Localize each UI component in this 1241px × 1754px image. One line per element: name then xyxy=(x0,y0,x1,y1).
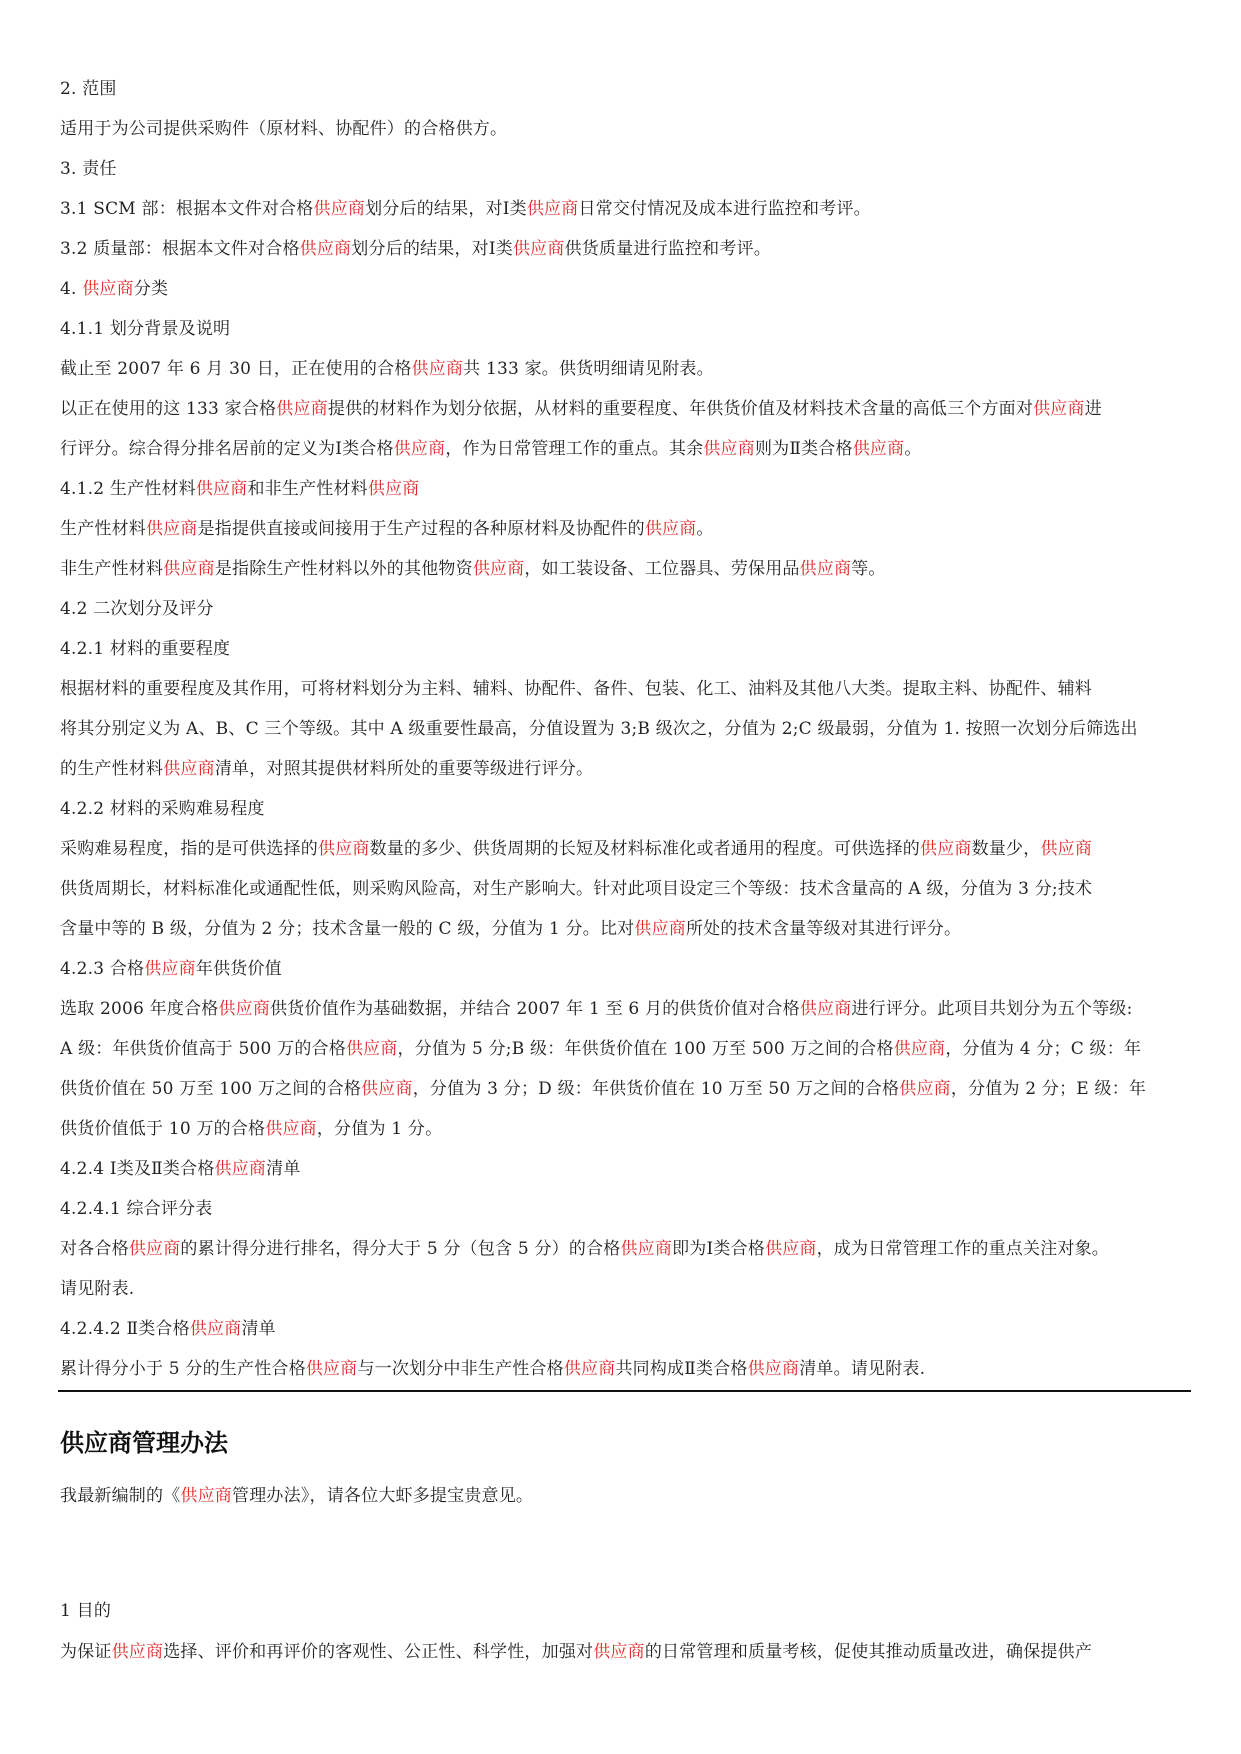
text-run: 是指除生产性材料以外的其他物资 xyxy=(214,559,473,579)
highlighted-term: 供应商 xyxy=(526,199,579,219)
paragraph-line xyxy=(60,838,1092,860)
paragraph-line xyxy=(60,1238,1109,1260)
text-run: 含量中等的 B 级，分值为 2 分；技术含量一般的 C 级，分值为 1 分。比对 xyxy=(60,919,635,939)
text-run: 共同构成Ⅱ类合格 xyxy=(615,1359,748,1379)
text-run: 共 133 家。供货明细请见附表。 xyxy=(463,359,714,379)
highlighted-term: 供应商 xyxy=(146,519,198,539)
text-run: 和非生产性材料 xyxy=(247,479,368,499)
section-divider xyxy=(58,1390,1191,1392)
text-run: 4.1.2 生产性材料 xyxy=(60,479,196,499)
highlighted-term: 供应商 xyxy=(703,439,755,459)
highlighted-term: 供应商 xyxy=(920,839,972,859)
text-run: 非生产性材料 xyxy=(60,559,164,579)
text-run: 的日常管理和质量考核，促使其推动质量改进，确保提供产 xyxy=(644,1642,1093,1662)
text-run: 则为Ⅱ类合格 xyxy=(754,439,853,459)
highlighted-term: 供应商 xyxy=(345,1039,398,1059)
text-run: 供货周期长，材料标准化或通配性低，则采购风险高，对生产影响大。针对此项目设定三个等级：技术含量高的 A 级，分值为 3 分;技术 xyxy=(60,879,1093,899)
text-run: 选取 2006 年度合格 xyxy=(60,999,219,1019)
highlighted-term: 供应商 xyxy=(563,1359,616,1379)
paragraph-line xyxy=(60,998,1133,1020)
highlighted-term: 供应商 xyxy=(644,519,697,539)
text-run: 我最新编制的《 xyxy=(60,1486,181,1506)
paragraph-line xyxy=(60,118,507,140)
text-run: 将其分别定义为 A、B、C 三个等级。其中 A 级重要性最高，分值设置为 3;B 级次之，分值为 2;C 级最弱，分值为 1. 按照一次划分后筛选出 xyxy=(60,719,1138,739)
highlighted-term: 供应商 xyxy=(305,1359,358,1379)
paragraph-line xyxy=(60,1158,301,1180)
text-run: 截止至 2007 年 6 月 30 日，正在使用的合格 xyxy=(60,359,412,379)
text-run: 4. xyxy=(60,279,83,299)
text-run: 日常交付情况及成本进行监控和考评。 xyxy=(578,199,871,219)
highlighted-term: 供应商 xyxy=(899,1079,951,1099)
text-run: 数量的多少、供货周期的长短及材料标准化或者通用的程度。可供选择的 xyxy=(369,839,921,859)
text-run: 分类 xyxy=(133,279,169,299)
paragraph-line xyxy=(60,558,886,580)
highlighted-term: 供应商 xyxy=(128,1239,181,1259)
text-run: ，作为日常管理工作的重点。其余 xyxy=(445,439,704,459)
text-run: 。 xyxy=(904,439,922,459)
highlighted-term: 供应商 xyxy=(218,999,271,1019)
text-run: 进行评分。此项目共划分为五个等级: xyxy=(851,999,1133,1019)
paragraph-line xyxy=(60,398,1102,420)
paragraph-line xyxy=(60,1600,111,1622)
highlighted-term: 供应商 xyxy=(82,279,134,299)
text-run: 请见附表. xyxy=(60,1279,135,1299)
text-run: ，如工装设备、工位器具、劳保用品 xyxy=(524,559,800,579)
paragraph-line xyxy=(60,1038,1141,1060)
highlighted-term: 供应商 xyxy=(276,399,328,419)
text-run: 等。 xyxy=(851,559,886,579)
text-run: 数量少， xyxy=(971,839,1041,859)
text-run: 划分后的结果，对Ⅰ类 xyxy=(351,239,513,259)
paragraph-line xyxy=(60,1318,276,1340)
text-run: ，分值为 3 分；D 级：年供货价值在 10 万至 50 万之间的合格 xyxy=(412,1079,900,1099)
text-run: 选择、评价和再评价的客观性、公正性、科学性，加强对 xyxy=(163,1642,594,1662)
highlighted-term: 供应商 xyxy=(852,439,905,459)
paragraph-line xyxy=(60,638,230,660)
paragraph-line xyxy=(60,1358,925,1380)
highlighted-term: 供应商 xyxy=(361,1079,413,1099)
text-run: 清单，对照其提供材料所处的重要等级进行评分。 xyxy=(214,759,594,779)
text-run: 累计得分小于 5 分的生产性合格 xyxy=(60,1359,306,1379)
paragraph-line xyxy=(60,678,1092,700)
highlighted-term: 供应商 xyxy=(299,239,352,259)
text-run: 管理办法》，请各位大虾多提宝贵意见。 xyxy=(232,1486,534,1506)
page-title: 供应商管理办法 xyxy=(60,1429,228,1457)
paragraph-line xyxy=(60,158,117,180)
text-run: 是指提供直接或间接用于生产过程的各种原材料及协配件的 xyxy=(197,519,645,539)
text-run: 4.2.3 合格 xyxy=(60,959,145,979)
text-run: 供货价值在 50 万至 100 万之间的合格 xyxy=(60,1079,362,1099)
text-run: 行评分。综合得分排名居前的定义为Ⅰ类合格 xyxy=(60,439,394,459)
highlighted-term: 供应商 xyxy=(593,1642,645,1662)
paragraph-line xyxy=(60,438,922,460)
highlighted-term: 供应商 xyxy=(1040,839,1093,859)
highlighted-term: 供应商 xyxy=(765,1239,817,1259)
paragraph-line xyxy=(60,238,771,260)
paragraph-line xyxy=(60,198,871,220)
text-run: 采购难易程度，指的是可供选择的 xyxy=(60,839,318,859)
highlighted-term: 供应商 xyxy=(893,1039,946,1059)
text-run: 与一次划分中非生产性合格 xyxy=(357,1359,564,1379)
text-run: 对各合格 xyxy=(60,1239,129,1259)
paragraph-line xyxy=(60,918,961,940)
highlighted-term: 供应商 xyxy=(747,1359,800,1379)
paragraph-line xyxy=(60,598,214,620)
text-run: 提供的材料作为划分依据，从材料的重要程度、年供货价值及材料技术含量的高低三个方面对 xyxy=(327,399,1034,419)
highlighted-term: 供应商 xyxy=(144,959,196,979)
highlighted-term: 供应商 xyxy=(411,359,464,379)
paragraph-line xyxy=(60,318,230,340)
paragraph-line xyxy=(60,1198,212,1220)
text-run: 为保证 xyxy=(60,1642,112,1662)
text-run: 清单 xyxy=(266,1159,301,1179)
text-run: 划分后的结果，对Ⅰ类 xyxy=(365,199,527,219)
highlighted-term: 供应商 xyxy=(1033,399,1085,419)
highlighted-term: 供应商 xyxy=(367,479,420,499)
text-run: ，分值为 5 分;B 级：年供货价值在 100 万至 500 万之间的合格 xyxy=(397,1039,894,1059)
text-run: 年供货价值 xyxy=(195,959,282,979)
paragraph-line xyxy=(60,278,168,300)
text-run: 生产性材料 xyxy=(60,519,146,539)
text-run: 4.2.4.1 综合评分表 xyxy=(60,1199,213,1219)
text-run: 根据材料的重要程度及其作用，可将材料划分为主料、辅料、协配件、备件、包装、化工、油料及其他八大类。提取主料、协配件、辅料 xyxy=(60,679,1092,699)
paragraph-line xyxy=(60,518,714,540)
highlighted-term: 供应商 xyxy=(512,239,565,259)
text-run: ，分值为 2 分；E 级：年 xyxy=(950,1079,1147,1099)
highlighted-term: 供应商 xyxy=(180,1486,233,1506)
highlighted-term: 供应商 xyxy=(799,999,852,1019)
paragraph-line xyxy=(60,1118,442,1140)
highlighted-term: 供应商 xyxy=(189,1319,242,1339)
highlighted-term: 供应商 xyxy=(313,199,366,219)
text-run: 3.2 质量部：根据本文件对合格 xyxy=(60,239,300,259)
text-run: 供货价值作为基础数据，并结合 2007 年 1 至 6 月的供货价值对合格 xyxy=(270,999,800,1019)
highlighted-term: 供应商 xyxy=(620,1239,673,1259)
paragraph-line xyxy=(60,78,117,100)
text-run: 进 xyxy=(1084,399,1102,419)
text-run: 4.2 二次划分及评分 xyxy=(60,599,214,619)
highlighted-term: 供应商 xyxy=(111,1642,164,1662)
text-run: ，分值为 1 分。 xyxy=(316,1119,443,1139)
paragraph-line xyxy=(60,1278,134,1300)
paragraph-line xyxy=(60,958,282,980)
text-run: 4.2.4 Ⅰ类及Ⅱ类合格 xyxy=(60,1159,215,1179)
highlighted-term: 供应商 xyxy=(265,1119,317,1139)
text-run: 的累计得分进行排名，得分大于 5 分（包含 5 分）的合格 xyxy=(180,1239,621,1259)
highlighted-term: 供应商 xyxy=(799,559,852,579)
text-run: 3.1 SCM 部：根据本文件对合格 xyxy=(60,199,314,219)
text-run: 3. 责任 xyxy=(60,159,117,179)
text-run: 4.2.4.2 Ⅱ类合格 xyxy=(60,1319,190,1339)
highlighted-term: 供应商 xyxy=(163,759,215,779)
paragraph-line xyxy=(60,358,714,380)
text-run: A 级：年供货价值高于 500 万的合格 xyxy=(60,1039,346,1059)
text-run: ，成为日常管理工作的重点关注对象。 xyxy=(816,1239,1110,1259)
paragraph-line xyxy=(60,478,419,500)
paragraph-line xyxy=(60,1485,533,1507)
highlighted-term: 供应商 xyxy=(393,439,446,459)
text-run: 清单 xyxy=(241,1319,276,1339)
paragraph-line xyxy=(60,1641,1092,1663)
paragraph-line xyxy=(60,1078,1146,1100)
text-run: 供货质量进行监控和考评。 xyxy=(564,239,771,259)
paragraph-line xyxy=(60,718,1138,740)
text-run: 。 xyxy=(696,519,714,539)
text-run: 即为Ⅰ类合格 xyxy=(672,1239,765,1259)
text-run: 4.2.2 材料的采购难易程度 xyxy=(60,799,265,819)
paragraph-line xyxy=(60,878,1092,900)
highlighted-term: 供应商 xyxy=(214,1159,267,1179)
text-run: 以正在使用的这 133 家合格 xyxy=(60,399,277,419)
text-run: 清单。请见附表. xyxy=(799,1359,926,1379)
text-run: 的生产性材料 xyxy=(60,759,164,779)
highlighted-term: 供应商 xyxy=(195,479,248,499)
text-run: 供货价值低于 10 万的合格 xyxy=(60,1119,266,1139)
text-run: 适用于为公司提供采购件（原材料、协配件）的合格供方。 xyxy=(60,119,508,139)
highlighted-term: 供应商 xyxy=(318,839,370,859)
highlighted-term: 供应商 xyxy=(163,559,215,579)
text-run: 2. 范围 xyxy=(60,79,117,99)
text-run: 所处的技术含量等级对其进行评分。 xyxy=(685,919,962,939)
text-run: 1 目的 xyxy=(60,1601,112,1621)
highlighted-term: 供应商 xyxy=(472,559,525,579)
text-run: ，分值为 4 分；C 级：年 xyxy=(945,1039,1142,1059)
paragraph-line xyxy=(60,758,593,780)
text-run: 4.2.1 材料的重要程度 xyxy=(60,639,231,659)
highlighted-term: 供应商 xyxy=(634,919,686,939)
text-run: 4.1.1 划分背景及说明 xyxy=(60,319,231,339)
paragraph-line xyxy=(60,798,265,820)
